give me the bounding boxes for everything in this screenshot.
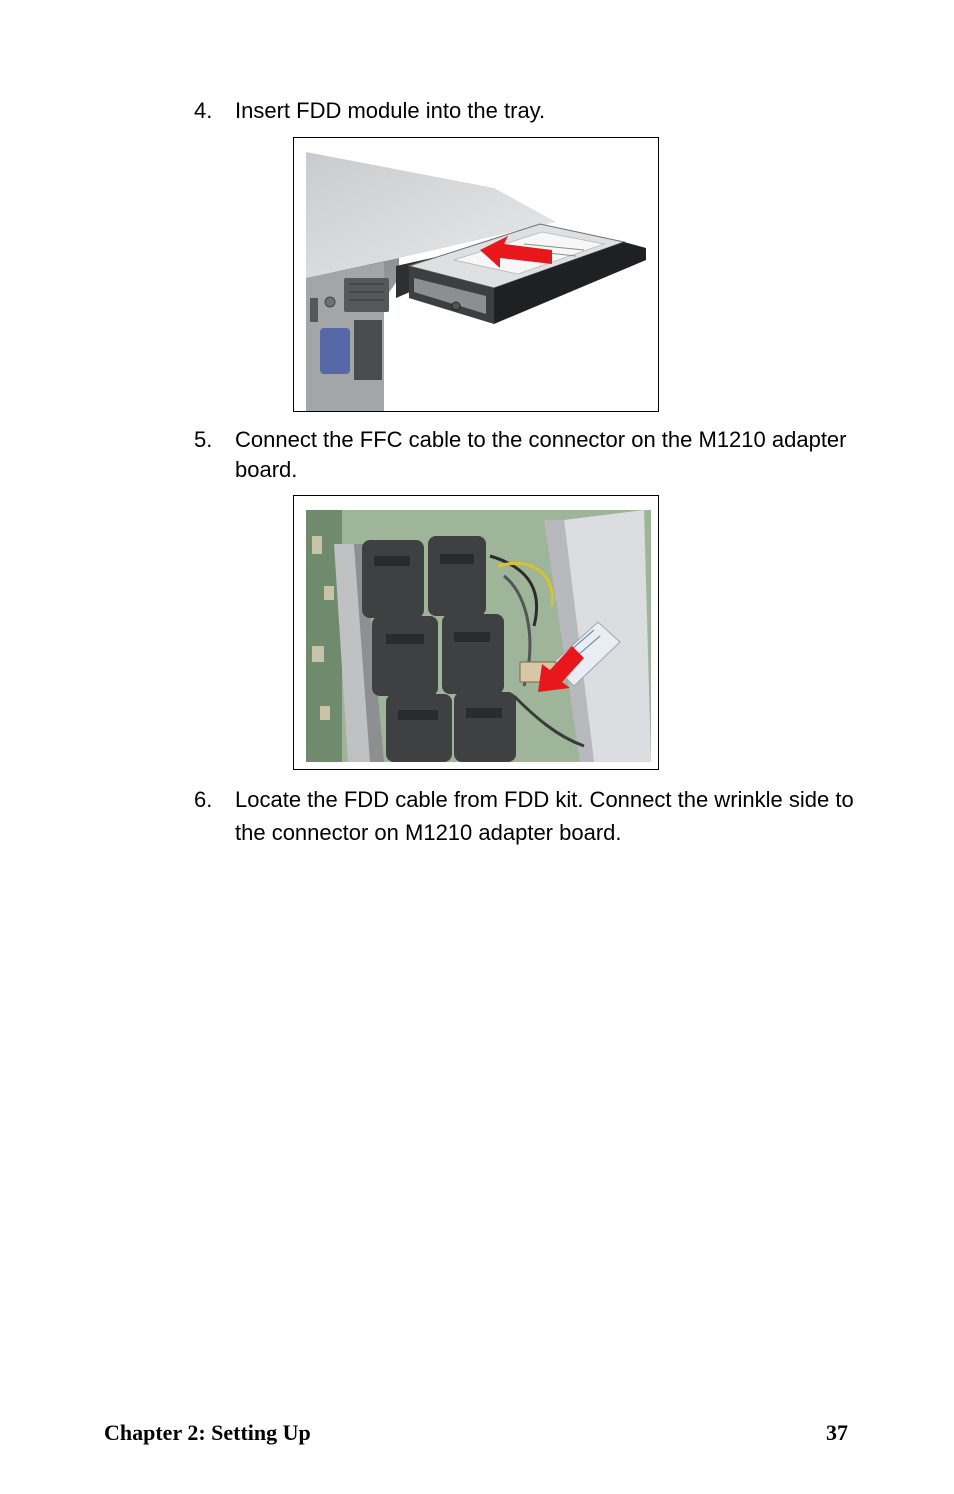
step-number: 4. [194,98,213,123]
step-number: 5. [194,427,213,452]
step-text: Insert FDD module into the tray. [235,98,546,123]
footer-chapter: Chapter 2: Setting Up [104,1420,311,1445]
page-number: 37 [826,1420,848,1445]
ffc-cable-photo [293,495,659,770]
step-number: 6. [194,787,213,812]
fdd-insert-photo [293,137,659,412]
step-text: Connect the FFC cable to the connector on the M1210 adapter board. [235,427,847,482]
step-text: Locate the FDD cable from FDD kit. Connect the wrinkle side to the connector on M1210 adapter board. [235,787,854,845]
